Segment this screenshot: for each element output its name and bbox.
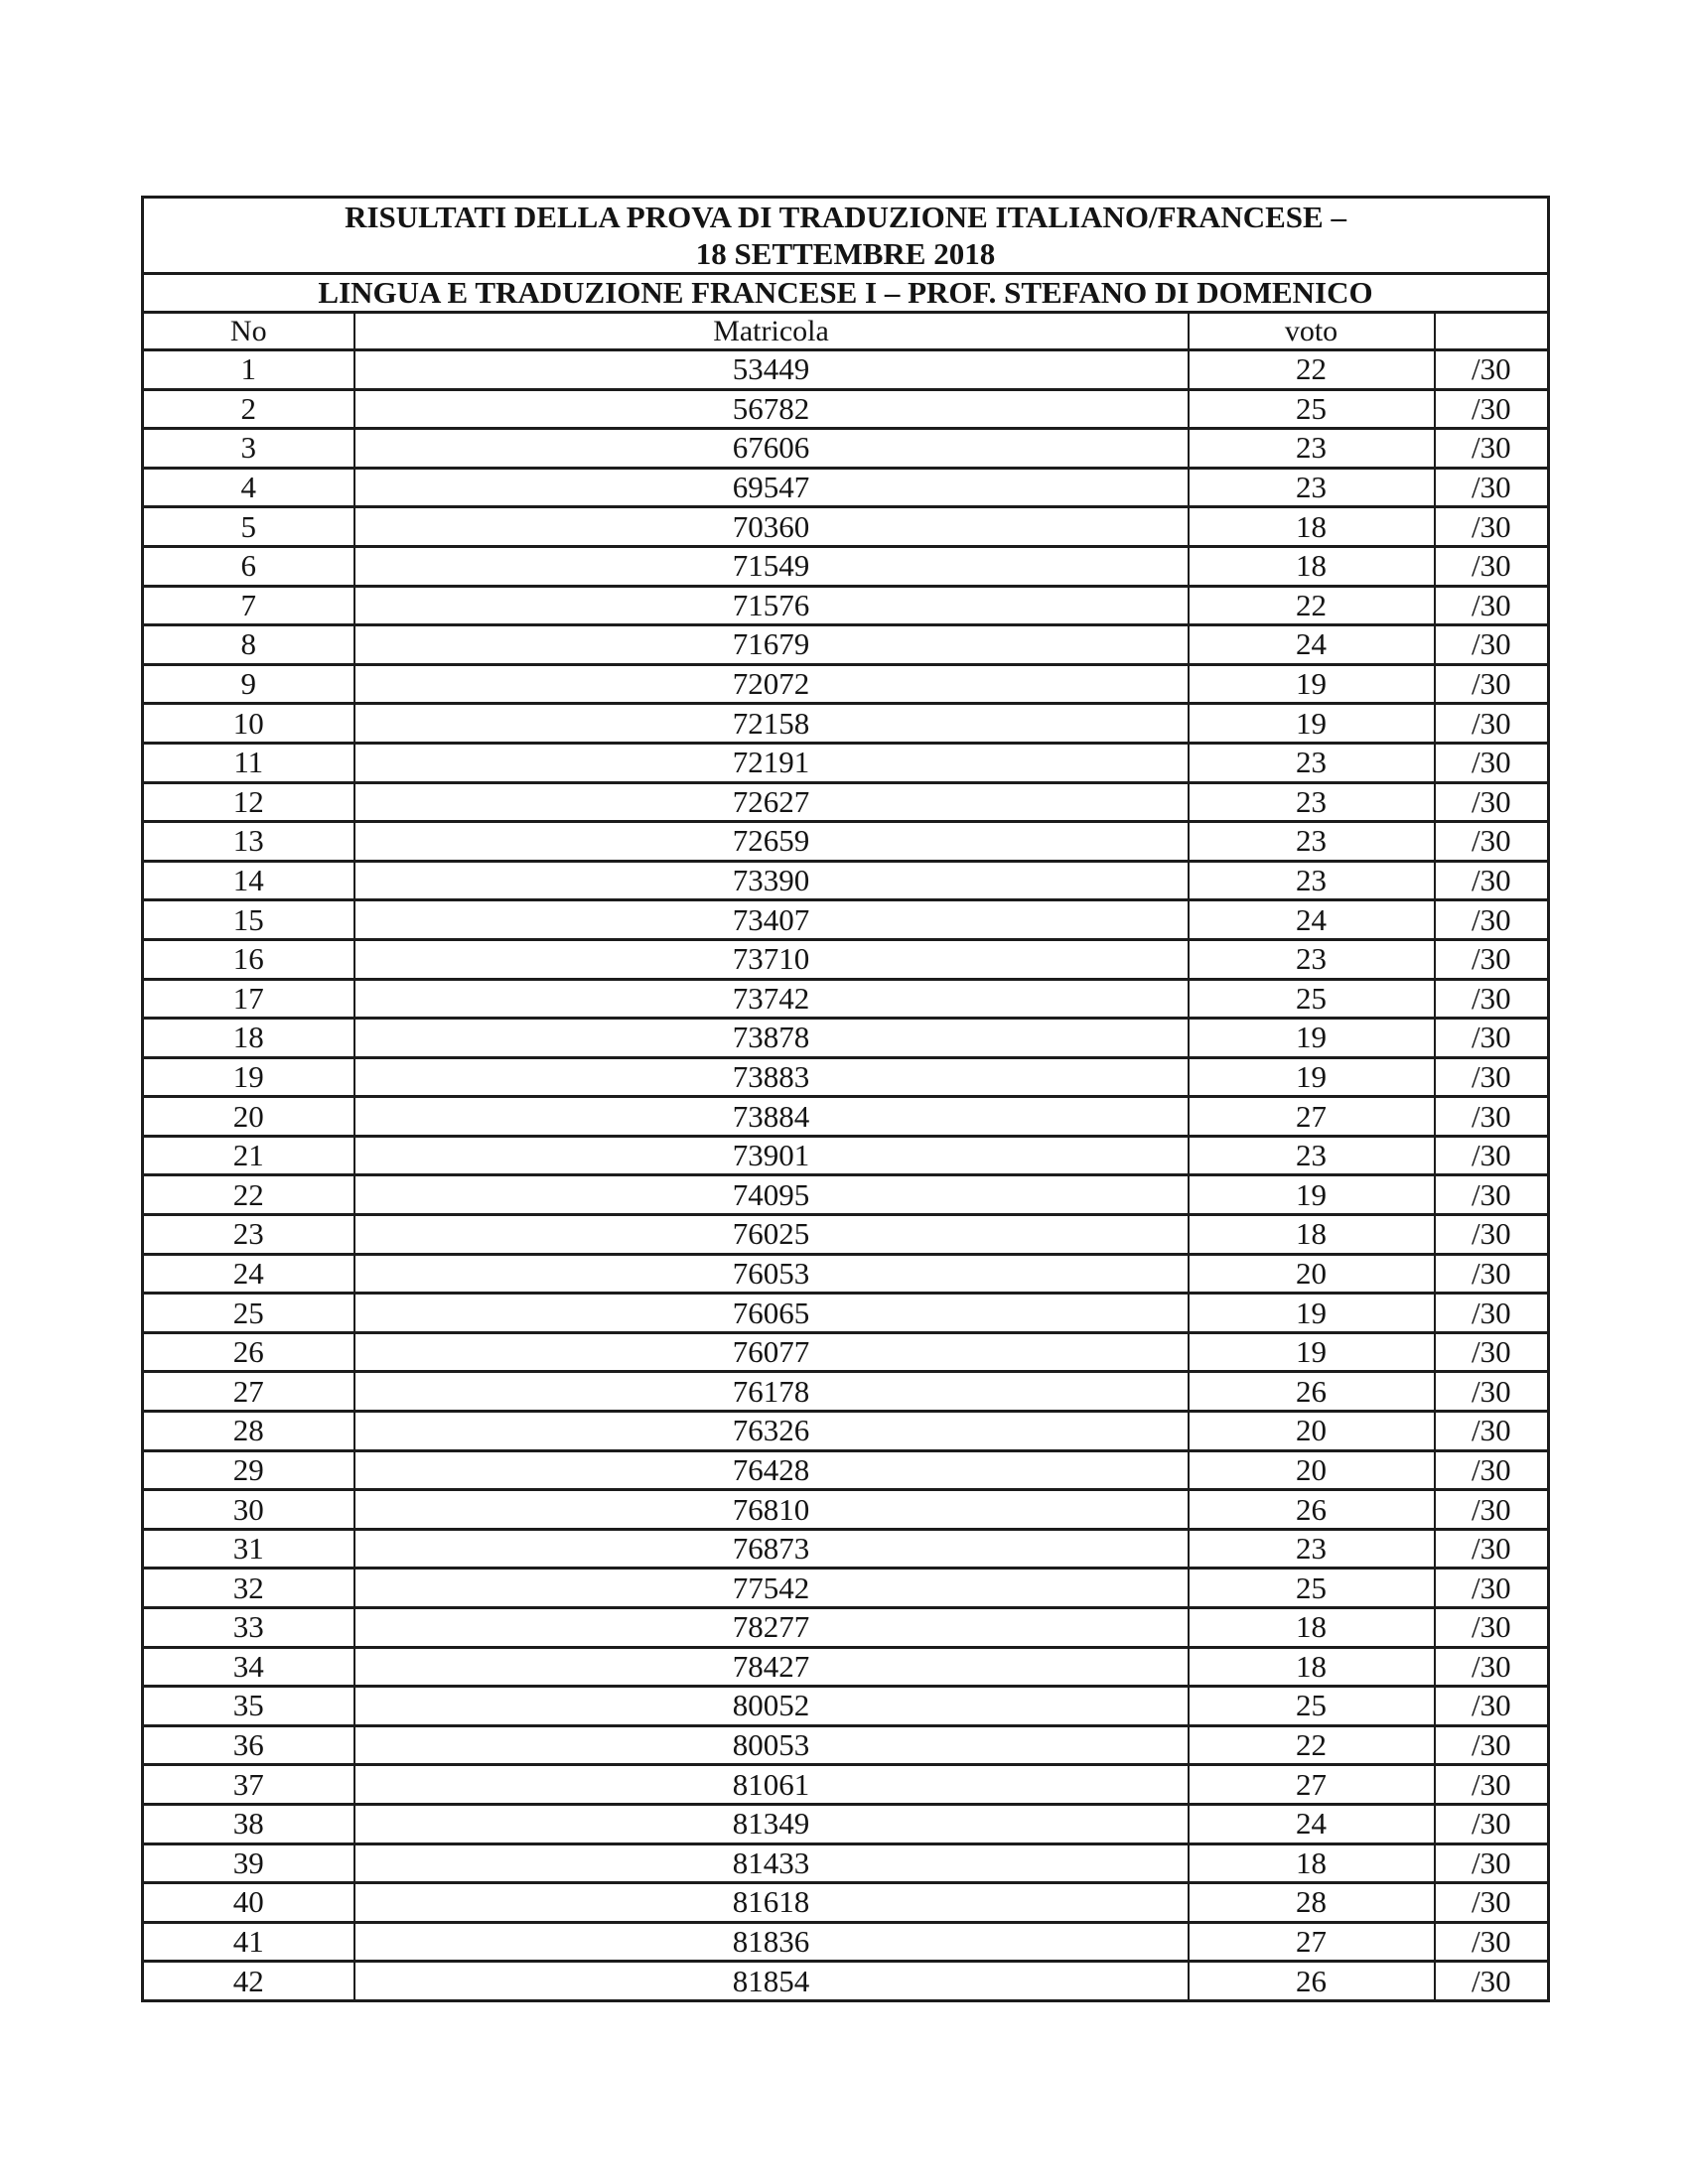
voto-cell: 20 bbox=[1189, 1450, 1435, 1490]
table-title-line2: 18 SETTEMBRE 2018 bbox=[695, 236, 996, 271]
matricola-cell: 72072 bbox=[354, 664, 1189, 704]
matricola-cell: 81836 bbox=[354, 1922, 1189, 1962]
row-number-cell: 27 bbox=[143, 1372, 354, 1412]
row-number-cell: 33 bbox=[143, 1608, 354, 1648]
denominator-cell: /30 bbox=[1435, 1843, 1549, 1883]
table-row bbox=[143, 900, 1549, 940]
voto-cell: 19 bbox=[1189, 664, 1435, 704]
row-number-cell: 13 bbox=[143, 822, 354, 862]
denominator-cell: /30 bbox=[1435, 1215, 1549, 1255]
table-title-line1: RISULTATI DELLA PROVA DI TRADUZIONE ITALIANO/FRANCESE – bbox=[345, 200, 1346, 234]
row-number-cell: 31 bbox=[143, 1529, 354, 1569]
denominator-cell: /30 bbox=[1435, 1372, 1549, 1412]
voto-cell: 25 bbox=[1189, 979, 1435, 1019]
matricola-cell: 77542 bbox=[354, 1569, 1189, 1608]
matricola-cell: 80052 bbox=[354, 1687, 1189, 1726]
column-header-row bbox=[143, 313, 1549, 350]
denominator-cell: /30 bbox=[1435, 1294, 1549, 1333]
voto-cell: 28 bbox=[1189, 1883, 1435, 1923]
denominator-cell: /30 bbox=[1435, 1332, 1549, 1372]
row-number-cell: 7 bbox=[143, 586, 354, 625]
denominator-cell: /30 bbox=[1435, 1136, 1549, 1175]
denominator-cell: /30 bbox=[1435, 1725, 1549, 1765]
voto-cell: 24 bbox=[1189, 900, 1435, 940]
table-row bbox=[143, 664, 1549, 704]
row-number-cell: 25 bbox=[143, 1294, 354, 1333]
matricola-cell: 78427 bbox=[354, 1647, 1189, 1687]
row-number-cell: 16 bbox=[143, 939, 354, 979]
table-subtitle: LINGUA E TRADUZIONE FRANCESE I – PROF. STEFANO DI DOMENICO bbox=[143, 274, 1549, 313]
row-number-cell: 9 bbox=[143, 664, 354, 704]
matricola-cell: 76178 bbox=[354, 1372, 1189, 1412]
voto-cell: 23 bbox=[1189, 1136, 1435, 1175]
row-number-cell: 21 bbox=[143, 1136, 354, 1175]
matricola-cell: 72627 bbox=[354, 782, 1189, 822]
voto-cell: 26 bbox=[1189, 1490, 1435, 1530]
table-row bbox=[143, 1412, 1549, 1451]
table-row bbox=[143, 1215, 1549, 1255]
voto-cell: 22 bbox=[1189, 1725, 1435, 1765]
voto-cell: 24 bbox=[1189, 1804, 1435, 1843]
voto-cell: 23 bbox=[1189, 429, 1435, 469]
voto-cell: 19 bbox=[1189, 704, 1435, 744]
table-row bbox=[143, 822, 1549, 862]
table-row bbox=[143, 468, 1549, 507]
denominator-cell: /30 bbox=[1435, 1922, 1549, 1962]
table-row bbox=[143, 586, 1549, 625]
row-number-cell: 14 bbox=[143, 861, 354, 900]
table-row bbox=[143, 1765, 1549, 1805]
denominator-cell: /30 bbox=[1435, 1450, 1549, 1490]
matricola-cell: 78277 bbox=[354, 1608, 1189, 1648]
denominator-cell: /30 bbox=[1435, 1962, 1549, 2001]
matricola-cell: 71679 bbox=[354, 625, 1189, 665]
column-header-matricola: Matricola bbox=[354, 313, 1189, 350]
matricola-cell: 72191 bbox=[354, 743, 1189, 782]
denominator-cell: /30 bbox=[1435, 350, 1549, 390]
table-row bbox=[143, 1962, 1549, 2001]
denominator-cell: /30 bbox=[1435, 1569, 1549, 1608]
voto-cell: 27 bbox=[1189, 1765, 1435, 1805]
voto-cell: 23 bbox=[1189, 468, 1435, 507]
row-number-cell: 28 bbox=[143, 1412, 354, 1451]
voto-cell: 26 bbox=[1189, 1372, 1435, 1412]
table-row bbox=[143, 546, 1549, 586]
table-row bbox=[143, 625, 1549, 665]
row-number-cell: 17 bbox=[143, 979, 354, 1019]
voto-cell: 20 bbox=[1189, 1412, 1435, 1451]
row-number-cell: 1 bbox=[143, 350, 354, 390]
table-row bbox=[143, 743, 1549, 782]
voto-cell: 22 bbox=[1189, 586, 1435, 625]
row-number-cell: 3 bbox=[143, 429, 354, 469]
row-number-cell: 5 bbox=[143, 507, 354, 547]
denominator-cell: /30 bbox=[1435, 468, 1549, 507]
voto-cell: 23 bbox=[1189, 822, 1435, 862]
matricola-cell: 76873 bbox=[354, 1529, 1189, 1569]
denominator-cell: /30 bbox=[1435, 782, 1549, 822]
row-number-cell: 19 bbox=[143, 1057, 354, 1097]
matricola-cell: 81618 bbox=[354, 1883, 1189, 1923]
denominator-cell: /30 bbox=[1435, 1608, 1549, 1648]
table-row bbox=[143, 1057, 1549, 1097]
matricola-cell: 72659 bbox=[354, 822, 1189, 862]
row-number-cell: 40 bbox=[143, 1883, 354, 1923]
table-row bbox=[143, 1647, 1549, 1687]
voto-cell: 18 bbox=[1189, 1843, 1435, 1883]
row-number-cell: 6 bbox=[143, 546, 354, 586]
row-number-cell: 36 bbox=[143, 1725, 354, 1765]
voto-cell: 23 bbox=[1189, 782, 1435, 822]
table-row bbox=[143, 507, 1549, 547]
row-number-cell: 32 bbox=[143, 1569, 354, 1608]
matricola-cell: 73878 bbox=[354, 1019, 1189, 1058]
denominator-cell: /30 bbox=[1435, 1097, 1549, 1137]
voto-cell: 24 bbox=[1189, 625, 1435, 665]
subtitle-row bbox=[143, 274, 1549, 313]
row-number-cell: 26 bbox=[143, 1332, 354, 1372]
row-number-cell: 8 bbox=[143, 625, 354, 665]
results-table-body bbox=[143, 350, 1549, 2001]
row-number-cell: 39 bbox=[143, 1843, 354, 1883]
table-row bbox=[143, 1332, 1549, 1372]
denominator-cell: /30 bbox=[1435, 429, 1549, 469]
voto-cell: 27 bbox=[1189, 1097, 1435, 1137]
matricola-cell: 73901 bbox=[354, 1136, 1189, 1175]
denominator-cell: /30 bbox=[1435, 1765, 1549, 1805]
row-number-cell: 41 bbox=[143, 1922, 354, 1962]
table-row bbox=[143, 350, 1549, 390]
table-row bbox=[143, 1097, 1549, 1137]
matricola-cell: 76053 bbox=[354, 1254, 1189, 1294]
denominator-cell: /30 bbox=[1435, 979, 1549, 1019]
row-number-cell: 2 bbox=[143, 389, 354, 429]
denominator-cell: /30 bbox=[1435, 1883, 1549, 1923]
denominator-cell: /30 bbox=[1435, 704, 1549, 744]
voto-cell: 19 bbox=[1189, 1332, 1435, 1372]
table-row bbox=[143, 1687, 1549, 1726]
voto-cell: 18 bbox=[1189, 1215, 1435, 1255]
voto-cell: 19 bbox=[1189, 1057, 1435, 1097]
table-row bbox=[143, 1725, 1549, 1765]
voto-cell: 23 bbox=[1189, 743, 1435, 782]
title-row bbox=[143, 198, 1549, 274]
denominator-cell: /30 bbox=[1435, 1490, 1549, 1530]
denominator-cell: /30 bbox=[1435, 822, 1549, 862]
matricola-cell: 76077 bbox=[354, 1332, 1189, 1372]
denominator-cell: /30 bbox=[1435, 586, 1549, 625]
denominator-cell: /30 bbox=[1435, 1687, 1549, 1726]
denominator-cell: /30 bbox=[1435, 546, 1549, 586]
matricola-cell: 73390 bbox=[354, 861, 1189, 900]
row-number-cell: 22 bbox=[143, 1175, 354, 1215]
matricola-cell: 81349 bbox=[354, 1804, 1189, 1843]
table-row bbox=[143, 1804, 1549, 1843]
matricola-cell: 67606 bbox=[354, 429, 1189, 469]
voto-cell: 18 bbox=[1189, 1647, 1435, 1687]
column-header-no: No bbox=[143, 313, 354, 350]
table-title bbox=[143, 198, 1549, 274]
denominator-cell: /30 bbox=[1435, 507, 1549, 547]
column-header-blank bbox=[1435, 313, 1549, 350]
voto-cell: 18 bbox=[1189, 507, 1435, 547]
matricola-cell: 56782 bbox=[354, 389, 1189, 429]
table-row bbox=[143, 1843, 1549, 1883]
denominator-cell: /30 bbox=[1435, 1529, 1549, 1569]
row-number-cell: 23 bbox=[143, 1215, 354, 1255]
denominator-cell: /30 bbox=[1435, 389, 1549, 429]
table-row bbox=[143, 1569, 1549, 1608]
matricola-cell: 80053 bbox=[354, 1725, 1189, 1765]
voto-cell: 26 bbox=[1189, 1962, 1435, 2001]
table-row bbox=[143, 389, 1549, 429]
table-row bbox=[143, 782, 1549, 822]
matricola-cell: 73884 bbox=[354, 1097, 1189, 1137]
matricola-cell: 76025 bbox=[354, 1215, 1189, 1255]
denominator-cell: /30 bbox=[1435, 900, 1549, 940]
results-table bbox=[141, 196, 1550, 2002]
matricola-cell: 81854 bbox=[354, 1962, 1189, 2001]
voto-cell: 25 bbox=[1189, 389, 1435, 429]
row-number-cell: 11 bbox=[143, 743, 354, 782]
matricola-cell: 76428 bbox=[354, 1450, 1189, 1490]
table-row bbox=[143, 939, 1549, 979]
row-number-cell: 10 bbox=[143, 704, 354, 744]
denominator-cell: /30 bbox=[1435, 939, 1549, 979]
table-row bbox=[143, 1883, 1549, 1923]
row-number-cell: 4 bbox=[143, 468, 354, 507]
row-number-cell: 38 bbox=[143, 1804, 354, 1843]
table-row bbox=[143, 704, 1549, 744]
voto-cell: 18 bbox=[1189, 1608, 1435, 1648]
results-table-head bbox=[143, 198, 1549, 350]
denominator-cell: /30 bbox=[1435, 1647, 1549, 1687]
table-row bbox=[143, 1294, 1549, 1333]
table-row bbox=[143, 1254, 1549, 1294]
matricola-cell: 71549 bbox=[354, 546, 1189, 586]
voto-cell: 20 bbox=[1189, 1254, 1435, 1294]
row-number-cell: 15 bbox=[143, 900, 354, 940]
matricola-cell: 76326 bbox=[354, 1412, 1189, 1451]
denominator-cell: /30 bbox=[1435, 1804, 1549, 1843]
denominator-cell: /30 bbox=[1435, 664, 1549, 704]
denominator-cell: /30 bbox=[1435, 625, 1549, 665]
table-row bbox=[143, 429, 1549, 469]
row-number-cell: 35 bbox=[143, 1687, 354, 1726]
matricola-cell: 69547 bbox=[354, 468, 1189, 507]
table-row bbox=[143, 1922, 1549, 1962]
denominator-cell: /30 bbox=[1435, 1412, 1549, 1451]
voto-cell: 27 bbox=[1189, 1922, 1435, 1962]
row-number-cell: 37 bbox=[143, 1765, 354, 1805]
voto-cell: 22 bbox=[1189, 350, 1435, 390]
matricola-cell: 76065 bbox=[354, 1294, 1189, 1333]
table-row bbox=[143, 1019, 1549, 1058]
matricola-cell: 73742 bbox=[354, 979, 1189, 1019]
matricola-cell: 70360 bbox=[354, 507, 1189, 547]
row-number-cell: 30 bbox=[143, 1490, 354, 1530]
voto-cell: 19 bbox=[1189, 1019, 1435, 1058]
voto-cell: 23 bbox=[1189, 861, 1435, 900]
table-row bbox=[143, 1490, 1549, 1530]
voto-cell: 25 bbox=[1189, 1569, 1435, 1608]
row-number-cell: 29 bbox=[143, 1450, 354, 1490]
voto-cell: 18 bbox=[1189, 546, 1435, 586]
table-row bbox=[143, 1175, 1549, 1215]
matricola-cell: 73407 bbox=[354, 900, 1189, 940]
row-number-cell: 20 bbox=[143, 1097, 354, 1137]
matricola-cell: 53449 bbox=[354, 350, 1189, 390]
denominator-cell: /30 bbox=[1435, 743, 1549, 782]
matricola-cell: 74095 bbox=[354, 1175, 1189, 1215]
table-row bbox=[143, 1136, 1549, 1175]
denominator-cell: /30 bbox=[1435, 861, 1549, 900]
row-number-cell: 18 bbox=[143, 1019, 354, 1058]
table-row bbox=[143, 1450, 1549, 1490]
voto-cell: 23 bbox=[1189, 1529, 1435, 1569]
denominator-cell: /30 bbox=[1435, 1254, 1549, 1294]
row-number-cell: 12 bbox=[143, 782, 354, 822]
row-number-cell: 24 bbox=[143, 1254, 354, 1294]
table-row bbox=[143, 1529, 1549, 1569]
voto-cell: 23 bbox=[1189, 939, 1435, 979]
table-row bbox=[143, 1608, 1549, 1648]
denominator-cell: /30 bbox=[1435, 1019, 1549, 1058]
table-row bbox=[143, 861, 1549, 900]
row-number-cell: 42 bbox=[143, 1962, 354, 2001]
voto-cell: 19 bbox=[1189, 1294, 1435, 1333]
voto-cell: 19 bbox=[1189, 1175, 1435, 1215]
column-header-voto: voto bbox=[1189, 313, 1435, 350]
denominator-cell: /30 bbox=[1435, 1175, 1549, 1215]
matricola-cell: 71576 bbox=[354, 586, 1189, 625]
matricola-cell: 73883 bbox=[354, 1057, 1189, 1097]
matricola-cell: 81433 bbox=[354, 1843, 1189, 1883]
voto-cell: 25 bbox=[1189, 1687, 1435, 1726]
table-row bbox=[143, 979, 1549, 1019]
matricola-cell: 72158 bbox=[354, 704, 1189, 744]
table-row bbox=[143, 1372, 1549, 1412]
matricola-cell: 73710 bbox=[354, 939, 1189, 979]
matricola-cell: 81061 bbox=[354, 1765, 1189, 1805]
matricola-cell: 76810 bbox=[354, 1490, 1189, 1530]
denominator-cell: /30 bbox=[1435, 1057, 1549, 1097]
row-number-cell: 34 bbox=[143, 1647, 354, 1687]
